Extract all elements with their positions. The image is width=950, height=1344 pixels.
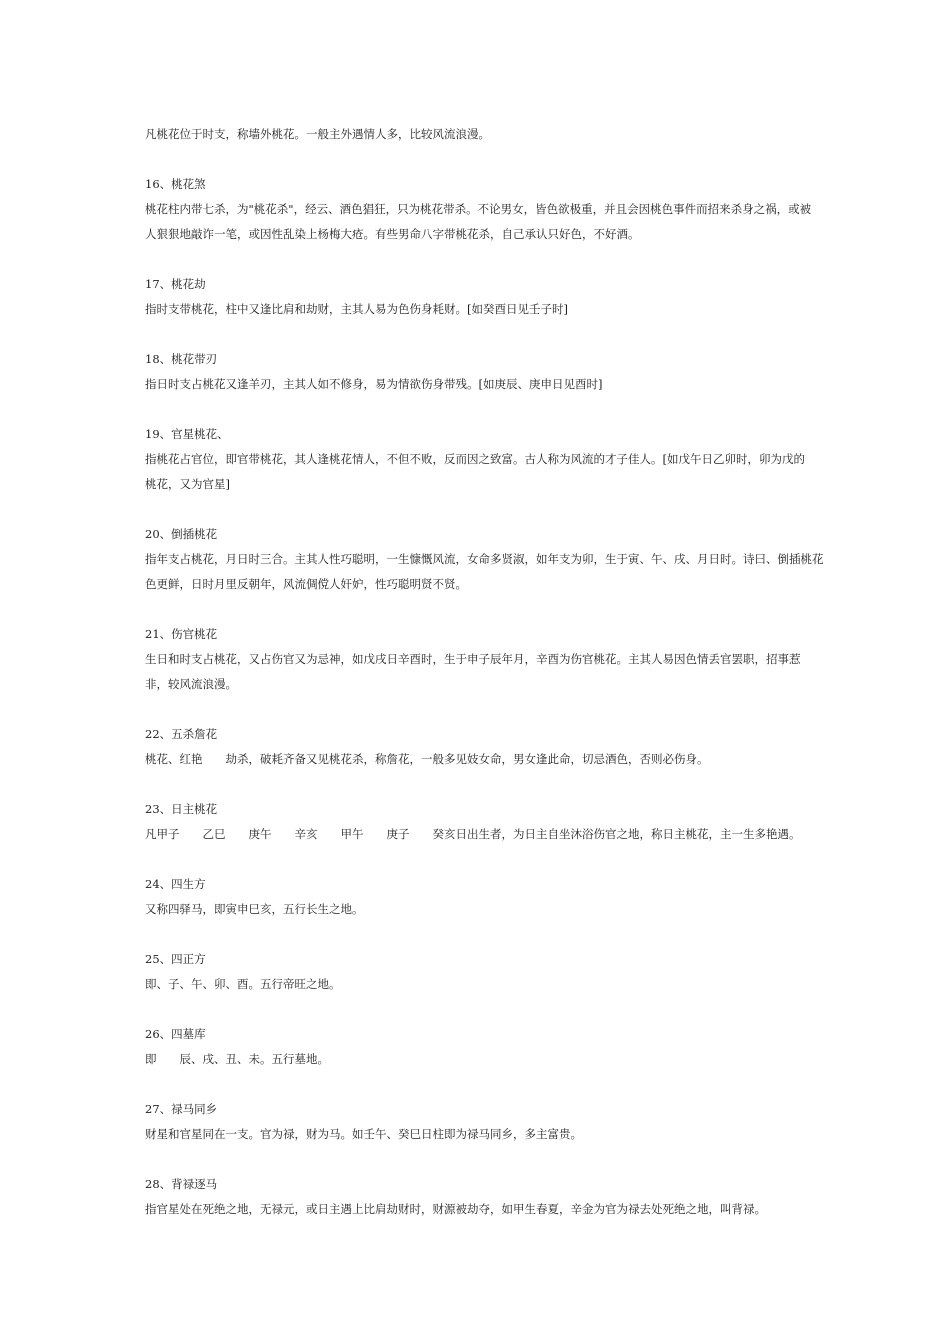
body-line: 即、子、午、卯、酉。五行帝旺之地。 bbox=[145, 977, 341, 991]
body-line: 桃花，又为官星] bbox=[145, 477, 230, 491]
body-line: 人狠狠地敲诈一笔，或因性乱染上杨梅大疮。有些男命八字带桃花杀，自己承认只好色，不好酒。 bbox=[145, 227, 640, 241]
section bbox=[145, 422, 810, 497]
section-heading: 24、四生方 bbox=[145, 877, 206, 891]
body-line: 指日时支占桃花又逢羊刃，主其人如不修身，易为情欲伤身带残。[如庚辰、庚申日见酉时] bbox=[145, 377, 603, 391]
section-heading: 19、官星桃花、 bbox=[145, 427, 229, 441]
body-line: 财星和官星同在一支。官为禄，财为马。如壬午、癸巳日柱即为禄马同乡，多主富贵。 bbox=[145, 1127, 582, 1141]
intro-paragraph: 凡桃花位于时支，称墙外桃花。一般主外遇情人多，比较风流浪漫。 bbox=[145, 127, 490, 141]
document-page bbox=[145, 122, 824, 1247]
section bbox=[145, 522, 824, 597]
body-line: 指时支带桃花，柱中又逢比肩和劫财，主其人易为色伤身耗财。[如癸酉日见壬子时] bbox=[145, 302, 568, 316]
section bbox=[145, 622, 810, 697]
section bbox=[145, 947, 810, 997]
section bbox=[145, 722, 810, 772]
section bbox=[145, 1097, 810, 1147]
body-line: 桃花柱内带七杀，为"桃花杀"，经云、酒色猖狂，只为桃花带杀。不论男女，皆色欲极重，并且会因桃色事件而招来杀身之祸，或被 bbox=[145, 202, 812, 216]
section-heading: 18、桃花带刃 bbox=[145, 352, 218, 366]
body-line: 指官星处在死绝之地，无禄元，或日主遇上比肩劫财时，财源被劫夺，如甲生春夏，辛金为官为禄去处死绝之地，叫背禄。 bbox=[145, 1202, 766, 1216]
section bbox=[145, 872, 810, 922]
body-line: 桃花、红艳 劫杀，破耗齐备又见桃花杀，称詹花，一般多见妓女命，男女逢此命，切忌酒色，否则必伤身。 bbox=[145, 752, 709, 766]
section bbox=[145, 347, 810, 397]
body-line: 色更鲜，日时月里反朝年，风流倜傥人奸妒，性巧聪明贤不贤。 bbox=[145, 577, 467, 591]
section-heading: 17、桃花劫 bbox=[145, 277, 206, 291]
section-body bbox=[145, 647, 810, 697]
section-body bbox=[145, 547, 824, 597]
body-line: 生日和时支占桃花，又占伤官又为忌神，如戊戌日辛酉时，生于申子辰年月，辛酉为伤官桃花。主其人易因色情丢官罢职，招事惹 bbox=[145, 652, 801, 666]
body-line: 指桃花占官位，即官带桃花，其人逢桃花情人，不但不败，反而因之致富。古人称为风流的才子佳人。[如戊午日乙卯时，卯为戊的 bbox=[145, 452, 805, 466]
section-heading: 23、日主桃花 bbox=[145, 802, 218, 816]
section-body bbox=[145, 197, 810, 247]
body-line: 即 辰、戌、丑、未。五行墓地。 bbox=[145, 1052, 329, 1066]
sections-container bbox=[145, 172, 824, 1222]
section-heading: 25、四正方 bbox=[145, 952, 206, 966]
section-body bbox=[145, 297, 810, 322]
section-heading: 21、伤官桃花 bbox=[145, 627, 218, 641]
section-heading: 26、四墓库 bbox=[145, 1027, 206, 1041]
section-heading: 28、背禄逐马 bbox=[145, 1177, 218, 1191]
section bbox=[145, 1022, 810, 1072]
section-body bbox=[145, 747, 810, 772]
body-line: 非，较风流浪漫。 bbox=[145, 677, 237, 691]
section-body bbox=[145, 822, 810, 847]
section-heading: 20、倒插桃花 bbox=[145, 527, 218, 541]
section-body bbox=[145, 972, 810, 997]
section bbox=[145, 797, 810, 847]
section-body bbox=[145, 897, 810, 922]
section bbox=[145, 272, 810, 322]
section bbox=[145, 172, 810, 247]
section-heading: 27、禄马同乡 bbox=[145, 1102, 218, 1116]
body-line: 又称四驿马，即寅申巳亥，五行长生之地。 bbox=[145, 902, 364, 916]
section-body bbox=[145, 1047, 810, 1072]
section-heading: 22、五杀詹花 bbox=[145, 727, 218, 741]
section-body bbox=[145, 372, 810, 397]
body-line: 凡甲子 乙巳 庚午 辛亥 甲午 庚子 癸亥日出生者，为日主自坐沐浴伤官之地，称日主桃花，主一生多艳遇。 bbox=[145, 827, 801, 841]
body-line: 指年支占桃花，月日时三合。主其人性巧聪明，一生慷慨风流，女命多贤淑，如年支为卯，生于寅、午、戌、月日时。诗曰、倒插桃花 bbox=[145, 552, 824, 566]
section-body bbox=[145, 447, 810, 497]
section-heading: 16、桃花煞 bbox=[145, 177, 206, 191]
section-body bbox=[145, 1197, 810, 1222]
section-body bbox=[145, 1122, 810, 1147]
section bbox=[145, 1172, 810, 1222]
